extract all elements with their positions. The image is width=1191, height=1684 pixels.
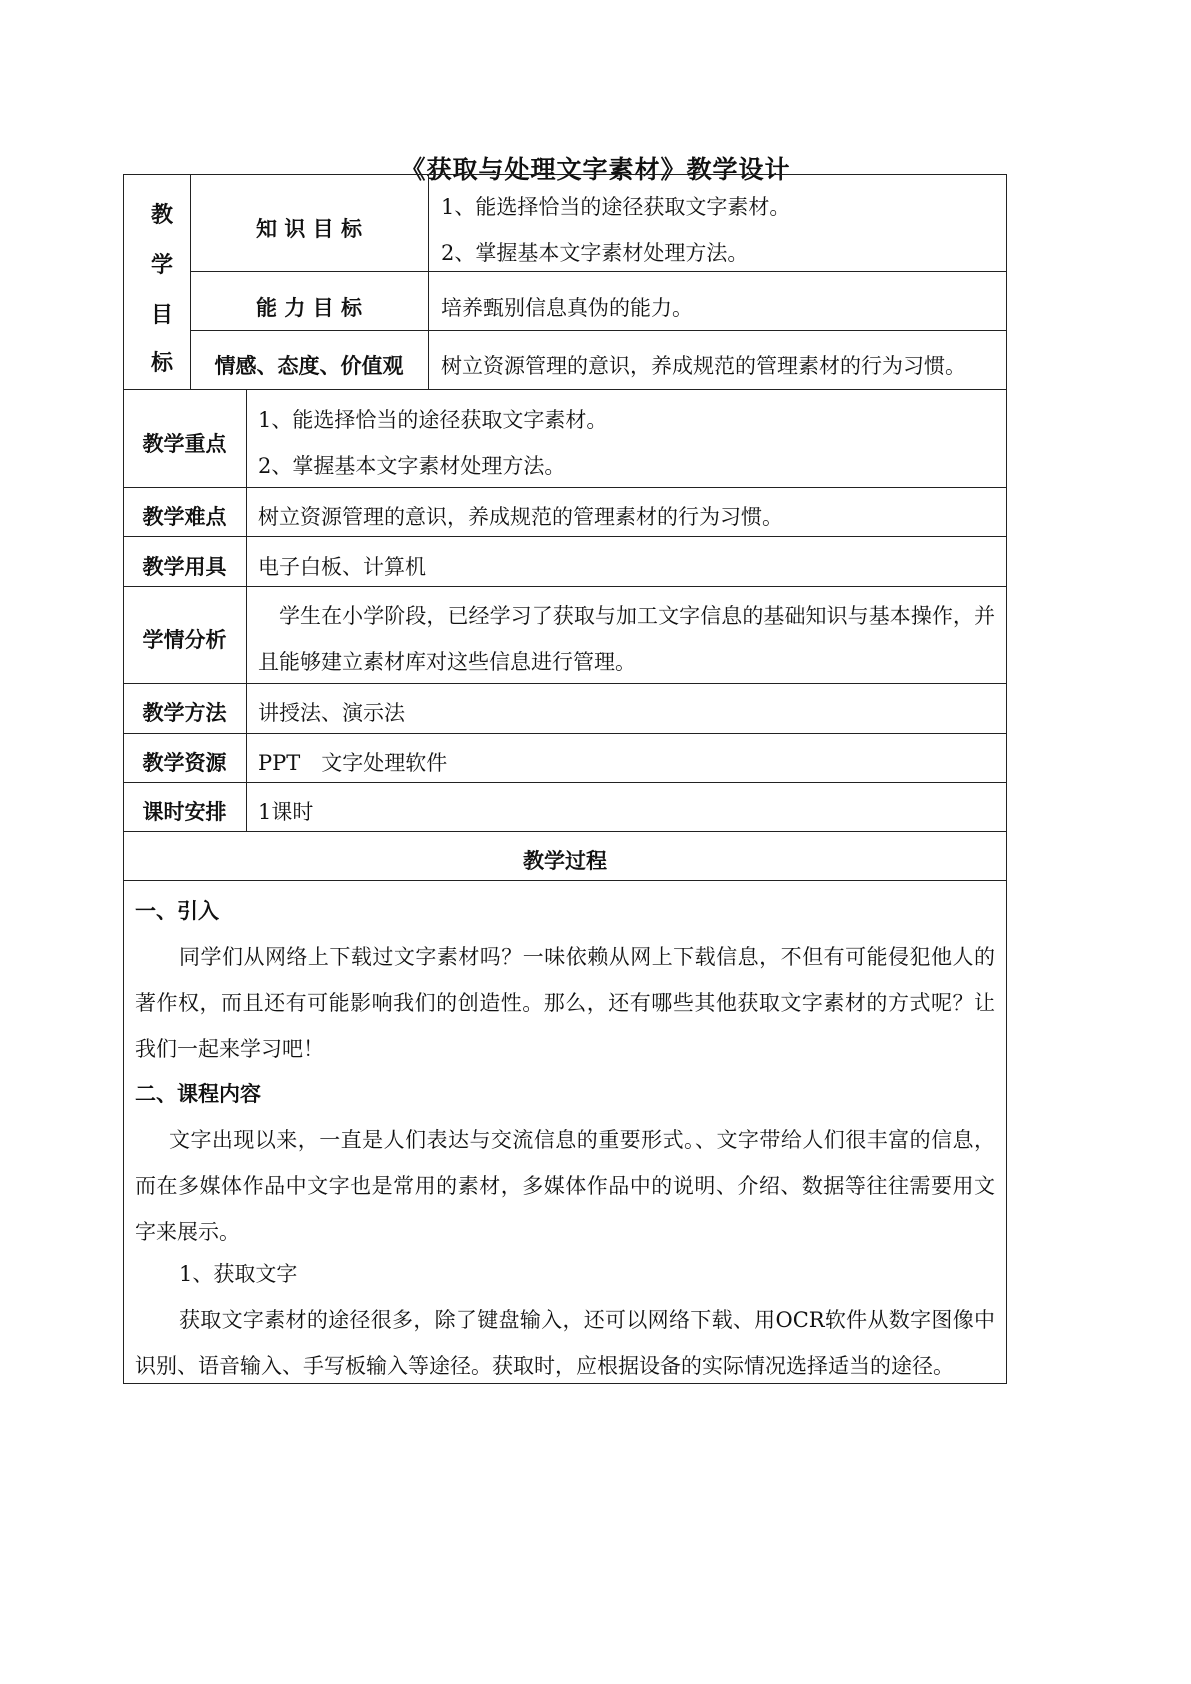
key-points-label: 教学重点	[142, 432, 227, 456]
attitude-objective-label: 情感、态度、价值观	[214, 354, 404, 378]
content-heading: 二、课程内容	[135, 1082, 261, 1106]
intro-heading: 一、引入	[135, 899, 219, 923]
content-text: 文字出现以来，一直是人们表达与交流信息的重要形式。、文字带给人们很丰富的信息，而在多媒体作品中文字也是常用的素材，多媒体作品中的说明、介绍、数据等往往需要用文字来展示。	[135, 1128, 995, 1244]
analysis-label: 学情分析	[142, 628, 227, 652]
page-title: 《获取与处理文字素材》教学设计	[400, 155, 791, 184]
objectives-label-char: 教	[150, 203, 173, 228]
schedule-label: 课时安排	[142, 800, 227, 824]
analysis-text: 学生在小学阶段，已经学习了获取与加工文字信息的基础知识与基本操作，并且能够建立素材库对这些信息进行管理。	[258, 604, 995, 674]
objectives-label-char: 目	[150, 303, 173, 328]
resources-label: 教学资源	[142, 751, 227, 775]
knowledge-objective-label: 知 识 目 标	[256, 217, 362, 241]
difficulties-text: 树立资源管理的意识，养成规范的管理素材的行为习惯。	[258, 505, 783, 529]
objectives-label-char: 学	[150, 253, 173, 278]
tools-label: 教学用具	[142, 555, 227, 579]
tools-text: 电子白板、计算机	[258, 555, 426, 579]
knowledge-objective-line: 2、掌握基本文字素材处理方法。	[441, 241, 749, 265]
ability-objective-label: 能 力 目 标	[256, 296, 362, 320]
methods-label: 教学方法	[142, 701, 227, 725]
objectives-label-char: 标	[150, 351, 173, 376]
resources-text: PPT 文字处理软件	[258, 751, 448, 775]
key-points-line: 1、能选择恰当的途径获取文字素材。	[258, 408, 608, 432]
ability-objective-text: 培养甄别信息真伪的能力。	[441, 296, 693, 320]
process-header: 教学过程	[523, 849, 607, 873]
attitude-objective-text: 树立资源管理的意识，养成规范的管理素材的行为习惯。	[441, 354, 966, 378]
sub-text: 获取文字素材的途径很多，除了键盘输入，还可以网络下载、用OCR软件从数字图像中识别、语音输入、手写板输入等途径。获取时，应根据设备的实际情况选择适当的途径。	[135, 1308, 995, 1378]
intro-text: 同学们从网络上下载过文字素材吗？一味依赖从网上下载信息，不但有可能侵犯他人的著作权，而且还有可能影响我们的创造性。那么，还有哪些其他获取文字素材的方式呢？让我们一起来学习吧！	[135, 945, 995, 1061]
knowledge-objective-line: 1、能选择恰当的途径获取文字素材。	[441, 195, 791, 219]
methods-text: 讲授法、演示法	[258, 701, 405, 725]
difficulties-label: 教学难点	[142, 505, 227, 529]
sub-heading: 1、获取文字	[179, 1262, 298, 1286]
schedule-text: 1课时	[258, 800, 314, 824]
key-points-line: 2、掌握基本文字素材处理方法。	[258, 454, 566, 478]
